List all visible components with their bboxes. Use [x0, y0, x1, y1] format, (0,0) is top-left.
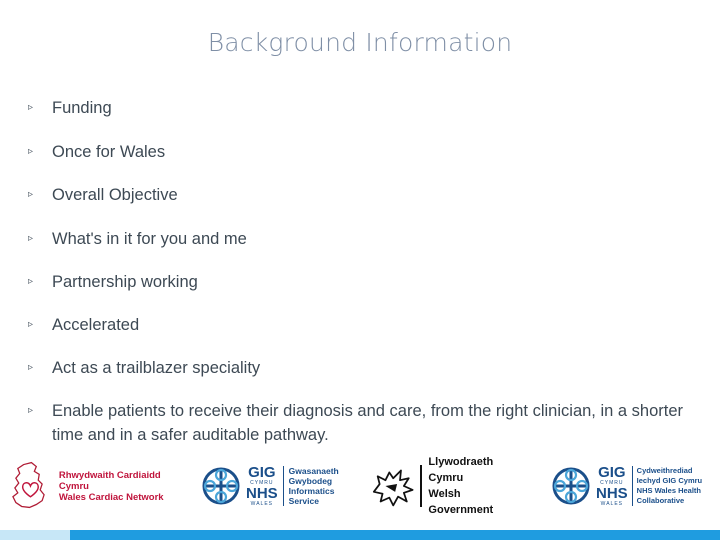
celtic-knot-icon	[550, 463, 592, 509]
nhs-text: NHS	[246, 485, 278, 502]
bullet-item	[28, 356, 688, 380]
bullet-text: Accelerated	[52, 316, 140, 334]
bullet-marker-icon: ▹	[28, 405, 34, 416]
partner-logos	[0, 455, 720, 517]
bullet-text: Partnership working	[52, 273, 198, 291]
welsh-gov-english: Welsh Government	[428, 488, 494, 516]
informatics-service-name	[289, 466, 339, 506]
bullet-item	[28, 140, 688, 164]
bullet-marker-icon: ▹	[28, 233, 34, 244]
cymru-text: CYMRU	[250, 480, 274, 486]
cymru-text: CYMRU	[600, 480, 624, 486]
gig-nhs-wordmark	[246, 465, 278, 507]
logo-divider	[420, 465, 422, 507]
bullet-item	[28, 313, 688, 337]
nwis-line-2: Gwybodeg	[288, 476, 333, 486]
bottom-accent-segment	[0, 530, 70, 540]
bullet-marker-icon: ▹	[28, 319, 34, 330]
bullet-marker-icon: ▹	[28, 146, 34, 157]
cardiac-network-name	[59, 470, 190, 503]
bullet-marker-icon: ▹	[28, 276, 34, 287]
wales-text: WALES	[600, 501, 623, 507]
cardiac-network-english: Wales Cardiac Network	[58, 491, 164, 503]
bullet-item	[28, 96, 688, 120]
bullet-marker-icon: ▹	[28, 362, 34, 373]
collaborative-name	[637, 466, 702, 506]
gig-text: GIG	[598, 464, 626, 481]
bullet-text: Act as a trailblazer speciality	[52, 359, 261, 377]
bullet-item	[28, 183, 688, 207]
bullet-text: Overall Objective	[52, 186, 178, 204]
wales-map-heart-icon	[10, 460, 53, 512]
nhs-wales-collaborative-logo	[550, 455, 715, 517]
cardiac-network-welsh: Rhwydwaith Cardiaidd Cymru	[58, 469, 161, 492]
welsh-gov-welsh: Llywodraeth Cymru	[428, 456, 494, 484]
nwis-line-4: Service	[288, 496, 319, 506]
bullet-text: Funding	[52, 99, 112, 117]
collab-line-3: NHS Wales Health	[636, 486, 701, 495]
bullet-marker-icon: ▹	[28, 102, 34, 113]
wales-cardiac-network-logo	[10, 455, 190, 517]
logo-divider	[283, 466, 284, 506]
welsh-government-name	[428, 454, 528, 518]
bullet-item	[28, 270, 688, 294]
bullet-item	[28, 399, 688, 447]
nhs-wales-informatics-logo	[200, 455, 350, 517]
nhs-text: NHS	[596, 485, 628, 502]
collab-line-1: Cydweithrediad	[636, 466, 693, 475]
gig-text: GIG	[248, 464, 276, 481]
wales-text: WALES	[250, 501, 273, 507]
celtic-knot-icon	[200, 463, 242, 509]
nwis-line-1: Gwasanaeth	[288, 466, 339, 476]
bullet-text: What's in it for you and me	[52, 230, 247, 248]
gig-nhs-wordmark	[596, 465, 628, 507]
bullet-text: Enable patients to receive their diagnosis and care, from the right clinician, in a shorter time and in a safer auditable pathway.	[52, 402, 684, 444]
nwis-line-3: Informatics	[288, 486, 335, 496]
bullet-marker-icon: ▹	[28, 189, 34, 200]
slide-title: Background Information	[207, 28, 513, 57]
logo-divider	[632, 466, 633, 506]
collab-line-2: Iechyd GIG Cymru	[636, 476, 703, 485]
bullet-item	[28, 227, 688, 251]
welsh-dragon-icon	[368, 462, 416, 510]
bullet-text: Once for Wales	[52, 143, 166, 161]
bottom-accent-bar	[0, 530, 720, 540]
welsh-government-logo	[368, 455, 528, 517]
collab-line-4: Collaborative	[636, 496, 685, 505]
